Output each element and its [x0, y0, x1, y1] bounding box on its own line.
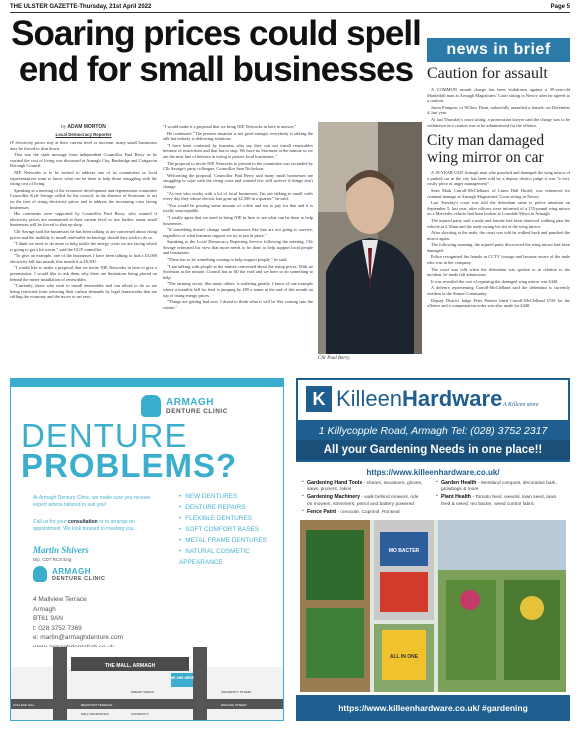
councillor-photo: [318, 122, 422, 354]
paragraph: "To give an example, one of the businesses I have been talking to had a £3,000 electricity bill last month, this month it is £6,500.: [10, 253, 157, 264]
product-category: • Fence Paint - creocote, Cuprinol, Ronseal: [302, 509, 424, 516]
gardening-products-photo: [300, 520, 566, 692]
byline: by ADAM MORTON: [61, 124, 106, 130]
address-line[interactable]: t: 028 3752 7369: [33, 624, 82, 632]
ad-headline-problems: PROBLEMS?: [21, 447, 238, 484]
service-item: • SOFT COMFORT BASES: [179, 524, 283, 535]
address-line: Armagh: [33, 605, 56, 613]
signature: Martin Shivers: [33, 545, 89, 555]
header-rule: [10, 12, 570, 13]
killeen-brand: KilleenHardware: [336, 386, 503, 411]
ad-top-bar: [11, 379, 283, 387]
paragraph: "I would make it a proposal that we bring NIE Networks in here to answer.": [163, 124, 297, 129]
author: ADAM MORTON: [67, 124, 106, 130]
article-column-1: [10, 124, 157, 368]
publication-date: THE ULSTER GAZETTE-Thursday, 21st April 2022: [10, 4, 152, 10]
news-in-brief-banner: news in brief: [427, 38, 570, 62]
killeen-hardware-ad[interactable]: [296, 378, 570, 721]
location-map: [11, 647, 283, 721]
brief-story-2-body: [427, 170, 570, 350]
killeen-logo-bar: [296, 378, 570, 422]
product-category: • Plant Health - Tomato feed, weedol, lawn seed, lawn feed & weed, mo bacter, weed control fabric: [436, 494, 558, 507]
service-item: • DENTURE REPAIRS: [179, 502, 283, 513]
paragraph: He continued: "The present situation is not good enough, everybody is talking the talk but nobody is delivering solutions.: [163, 130, 313, 142]
paragraph: NIE Networks is to be invited to address one of its committees so local representatives want to know what can be done to help those struggling with the rising cost of living.: [10, 169, 157, 187]
article-column-2: [163, 124, 313, 368]
paragraph: The proposal to invite NIE Networks to present to the committee was seconded by Cllr Savage's party colleague, Councillor Sam Nicholson.: [163, 160, 313, 172]
address-line[interactable]: e: martin@armaghdenture.com: [33, 634, 124, 641]
svg-text:PRESBYTERIAN: PRESBYTERIAN: [131, 690, 155, 694]
paragraph: Speaking to the Local Democracy Reporting Service following the meeting, Cllr Savage reiterated his view that more needs to be done to help support local people and businesses.: [163, 239, 313, 256]
address-line: BT61 9AN: [33, 615, 63, 622]
page-number: Page 5: [550, 4, 570, 10]
paragraph: "The farming sector, like many others, is suffering greatly. I know of one example where a monthly bill for feed is jumping by £85 a tonne at the end of this month on top of rising energy prices.: [163, 281, 313, 298]
brief-story-1-title: Caution for assault: [427, 65, 548, 82]
news-in-brief: [427, 38, 570, 378]
paragraph: Jason Pompon, of Willow Dean, unlawfully assaulted a female, on December 4, last year.: [427, 104, 570, 116]
paragraph: Police recognised the female in CCTV footage and became aware of the male who was in her company.: [427, 254, 570, 266]
svg-text:BEAUFORT TERRACE: BEAUFORT TERRACE: [81, 703, 113, 707]
logo-denture-clinic: DENTURE CLINIC: [166, 408, 228, 415]
paragraph: "You would be pouring some amount of coffee and tea to pay for that and it is totally unacceptable.: [163, 202, 313, 214]
clinic-address: [33, 595, 123, 652]
paragraph: His comments were supported by Councillor Paul Berry, who warned if electricity prices are maintained at their current level or rise further, many small businesses will be forced to shut up shop.: [10, 211, 157, 228]
paragraph: Speaking at a meeting of the economic development and regeneration committee Councillor Kyle Savage called for the council, in the absence of Stormont, to act on the face of rising electricity prices and to address the increasing costs facing businesses.: [10, 187, 157, 210]
map-mall-label: THE MALL, ARMAGH: [104, 663, 156, 669]
product-category: • Gardening Machinery - walk behind mowers, ride on mowers, strimmers, petrol and battery powered: [302, 494, 424, 507]
services-list: [179, 491, 283, 568]
brief-story-2-title: City man damaged wing mirror on car: [427, 132, 545, 167]
service-item: • NATURAL COSMETIC APPEARANCE: [179, 546, 283, 568]
killeen-list-left: [302, 480, 424, 517]
paragraph: IF electricity prices stay at their current level or increase, many small businesses may be forced to shut down.: [10, 140, 157, 151]
paragraph: A defence representing Carroll-McClelland said the defendant is currently resident in the Simon Community.: [427, 285, 570, 297]
svg-text:MALL PEDESTRIAN: MALL PEDESTRIAN: [81, 712, 109, 716]
paragraph: "There has to be something coming to help support people," he said.: [167, 257, 288, 263]
killeen-footer-url[interactable]: https://www.killeenhardware.co.uk/ #gardening: [296, 695, 570, 721]
paragraph: "I have been contacted by business who say they can not install renewables because of restrictions and that has to stop. We have no Stormont at the minute so we are the next line of defence in trying to protect local businesses.": [163, 142, 313, 159]
paragraph: "Things are getting bad now, I dread to think what it will be like coming into the winter.": [163, 299, 313, 310]
article-headline: Soaring prices could spell end for small businesses: [11, 14, 421, 89]
killeen-banner: All your Gardening Needs in one place!!: [296, 440, 570, 460]
denture-clinic-logo: [141, 395, 228, 417]
paragraph: "I think we need to do more to help tackle the energy crisis we are facing which is going to get a lot worse," said the UUP councillor.: [10, 241, 157, 252]
killeen-k-icon: K: [306, 386, 332, 412]
service-item: • METAL FRAME DENTURES: [179, 535, 283, 546]
ad-headline-denture: DENTURE: [21, 417, 188, 454]
paragraph: The court was told when the defendant was spoken to in relation to the incident, he made full admissions.: [427, 266, 570, 278]
paragraph: "I would like to make a proposal that we invite NIE Networks in here to give a presentation. I would like to ask them why there are limitations being placed on behind the meter installation of renewables.: [10, 265, 157, 282]
paragraph: "As one who works with a lot of local businesses, I'm out talking to small cafés every day they whose electric has gone up £2,500 in a quarter," he said.: [163, 190, 313, 202]
ad-intro: At Armagh Denture Clinic, we make sure you receive expert advice tailored to suit you!: [33, 495, 150, 508]
author-role: Local Democracy Reporter: [55, 132, 112, 137]
paragraph: The injured party said a male and female had been observed walking past the vehicle at 2.30am and the male swung his fist at the wing mirror.: [427, 217, 570, 229]
service-item: • NEW DENTURES: [179, 491, 283, 502]
paragraph: Last Tuesday's court was told the defendant came to police attention on September 5, last year, after officers were informed of a 155-pound wing mirror on a Mercedes vehicle had been broken at Lonsdale Mews in Armagh.: [427, 200, 570, 217]
tooth-icon: [33, 566, 47, 582]
denture-clinic-ad[interactable]: [10, 378, 284, 721]
product-category: • Garden Health - Westland compost, decorative bark, growbags & more: [436, 480, 558, 493]
paragraph: After shooting at the male, the court was told he walked back and punched the mirror again.: [427, 230, 570, 241]
service-item: • FLEXIBLE DENTURES: [179, 513, 283, 524]
ad-call-to-action: Call us for your consultation or to arrange an appointment. We look forward to meeting you.: [33, 519, 135, 532]
logo-armagh: ARMAGH: [166, 397, 214, 408]
paragraph: At last Thursday's court sitting, a prosecution lawyer said the charge was to be withdrawn as a caution was to be administered for the offence.: [427, 116, 570, 128]
paragraph: "If something doesn't change small businesses like that are not going to survive, regardless of what business support we try to put in place.": [163, 227, 313, 238]
denture-clinic-logo-small: ARMAGH DENTURE CLINIC: [33, 566, 105, 582]
qualification: Dip. CDT RCS Eng: [33, 557, 72, 562]
paragraph: Deputy District Judge Peter Prenter fined Carroll-McClelland £150 for the offence and a compensation order was also made for £440.: [427, 297, 570, 309]
product-label-all-in-one: ALL IN ONE: [389, 654, 419, 660]
brief-story-1-body: [427, 87, 570, 129]
killeen-address: 1 Killycopple Road, Armagh Tel: (028) 3752 2317: [296, 422, 570, 440]
paragraph: "I totally agree that we need to bring NIE in here to see what can be done to help businesses.: [163, 214, 313, 226]
paragraph: Welcoming the proposal, Councillor Paul Berry said many small businesses are struggling to cope with the rising costs and warned few will survive if things don't change.: [163, 172, 313, 189]
address-line: 4 Mallview Terrace: [33, 596, 87, 603]
svg-text:UNIVERSITY: UNIVERSITY: [131, 712, 150, 716]
paragraph: A 18-YEAR-OLD Armagh man who punched and damaged the wing mirror of a parked car in the city has been told by a deputy district judge it was "a very costly piece of anger management".: [427, 170, 570, 187]
svg-text:COLLEGE HILL: COLLEGE HILL: [13, 703, 35, 707]
product-label-mo-bacter: MO BACTER: [388, 548, 420, 554]
paragraph: Cllr Savage said the businesses he has been talking to are concerned about rising prices and the inability to install renewable technology should they wish to do so.: [10, 228, 157, 240]
portrait-image: [318, 122, 422, 354]
map-we-are-here: WE ARE HERE: [170, 676, 194, 680]
paragraph: "I am talking with people at the minute concerned about the rising prices. With no Stormont at the minute, Council has to fill the void and we have to do something to help.: [163, 263, 313, 280]
killeen-sub: A Killeen store: [503, 402, 539, 408]
tooth-icon: [141, 395, 161, 417]
paragraph: That was the stark message from independent Councillor Paul Berry as he warned the cost of living was discussed at Armagh City, Banbridge and Craigavon Borough Council.: [10, 152, 157, 169]
svg-text:UNIVERSITY STREET: UNIVERSITY STREET: [221, 690, 252, 694]
product-category: • Gardening Hand Tools - shears, secateurs, gloves, saws, pruners, rakes: [302, 480, 424, 493]
paragraph: Sean Mark Carroll-McClelland, of Linen Hall Hostel, was sentenced for criminal damage at Armagh Magistrates' Court sitting in Newry.: [427, 187, 570, 199]
svg-text:ENGLISH STREET: ENGLISH STREET: [221, 703, 247, 707]
paragraph: A COMMON assault charge has been withdrawn against a 39-year-old Markethill man at Armagh Magistrates' Court sitting in Newry after he agreed to a caution.: [427, 87, 570, 104]
photo-caption: Cllr Paul Berry.: [318, 356, 351, 361]
paragraph: It was revealed the cost of repairing the damaged wing mirror was £440.: [431, 278, 559, 284]
killeen-url[interactable]: https://www.killeenhardware.co.uk/: [366, 468, 500, 477]
paragraph: "Currently, those who wish to install renewables and can afford to do so are being restricted from reducing their carbon demands by legal frameworks that are stifling the economy and the move to net zero.: [10, 283, 157, 300]
paragraph: The following morning, the injured party discovered the wing mirror had been damaged.: [427, 242, 570, 253]
killeen-body: [296, 462, 570, 695]
killeen-list-right: [436, 480, 558, 509]
